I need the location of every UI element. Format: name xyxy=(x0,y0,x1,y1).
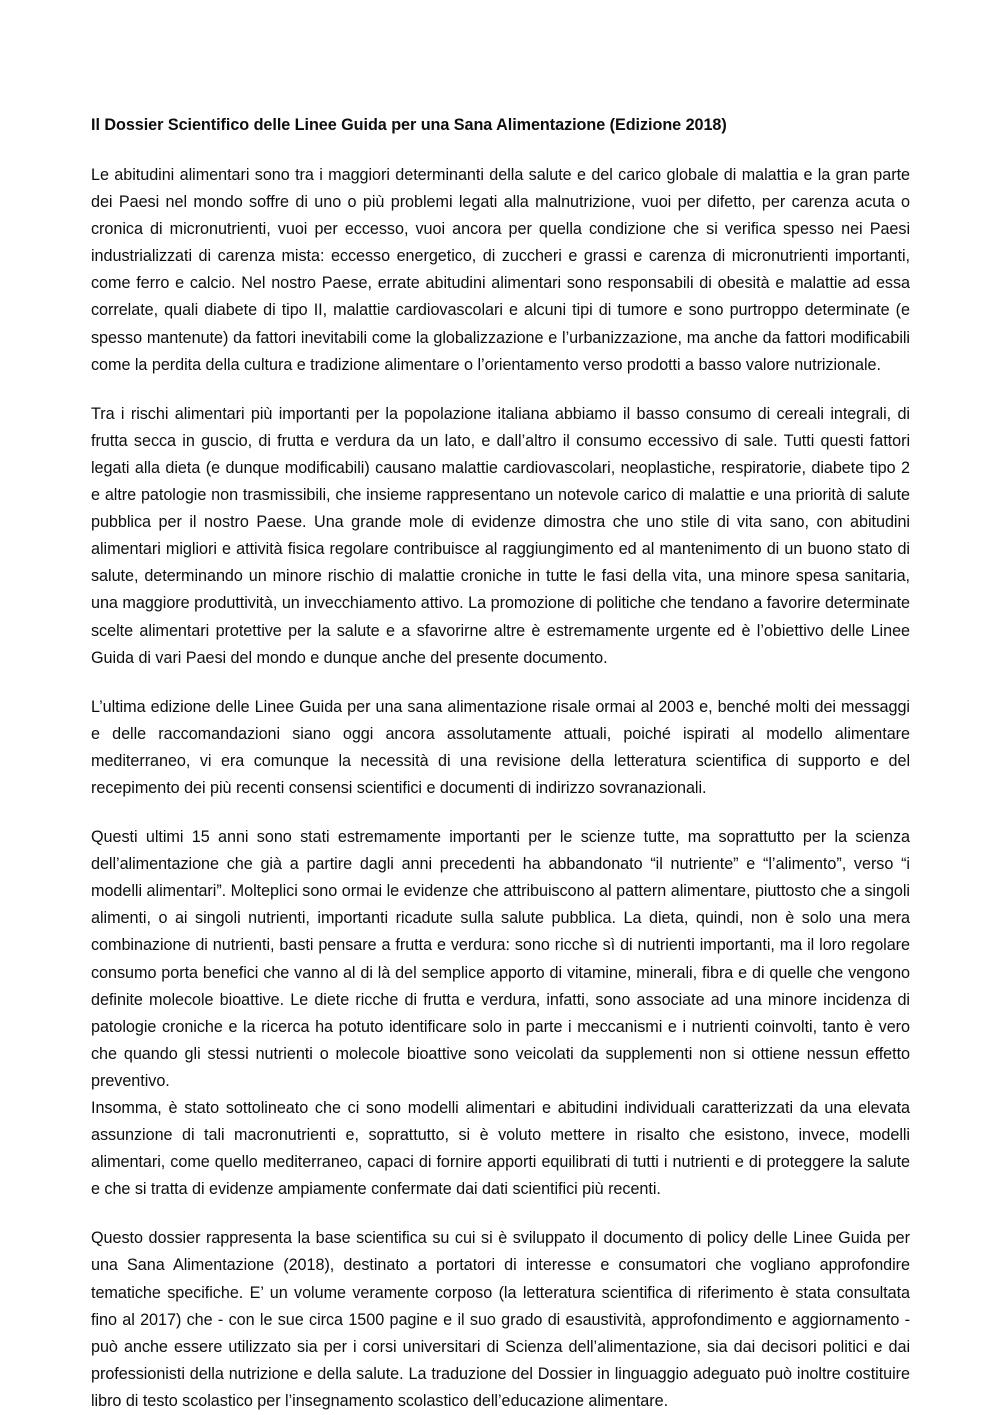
paragraph-dossier-scope: Questo dossier rappresenta la base scientifica su cui si è sviluppato il documento di policy delle Linee Guida per una Sana Alimentazione (2018), destinato a portatori di interesse e consumatori che vogliano approfondire tematiche specifiche. E’ un volume veramente corposo (la letteratura scientifica di riferimento è stata consultata fino al 2017) che - con le sue circa 1500 pagine e il suo grado di esaustività, approfondimento e aggiornamento - può anche essere utilizzato sia per i corsi universitari di Scienza dell’alimentazione, sia dai decisori politici e dai professionisti della nutrizione e della salute. La traduzione del Dossier in linguaggio adeguato può inoltre costituire libro di testo scolastico per l’insegnamento scolastico dell’educazione alimentare. xyxy=(91,1229,910,1410)
paragraph-intro: Le abitudini alimentari sono tra i maggiori determinanti della salute e del carico globale di malattia e la gran parte dei Paesi nel mondo soffre di uno o più problemi legati alla malnutrizione, vuoi per difetto, per carenza acuta o cronica di micronutrienti, vuoi per eccesso, vuoi ancora per quella condizione che si verifica spesso nei Paesi industrializzati di carenza mista: eccesso energetico, di zuccheri e grassi e carenza di micronutrienti importanti, come ferro e calcio. Nel nostro Paese, errate abitudini alimentari sono responsabili di obesità e malattie ad essa correlate, quali diabete di tipo II, malattie cardiovascolari e alcuni tipi di tumore e sono purtroppo determinate (e spesso mantenute) da fattori inevitabili come la globalizzazione e l’urbanizzazione, ma anche da fattori modificabili come la perdita della cultura e tradizione alimentare o l’orientamento verso prodotti a basso valore nutrizionale. xyxy=(91,166,910,374)
paragraph-insomma: Insomma, è stato sottolineato che ci sono modelli alimentari e abitudini individuali caratterizzati da una elevata assunzione di tali macronutrienti e, soprattutto, si è voluto mettere in risalto che esistono, invece, modelli alimentari, come quello mediterraneo, capaci di fornire apporti equilibrati di tutti i nutrienti e di proteggere la salute e che si tratta di evidenze ampiamente confermate dai dati scientifici più recenti. xyxy=(91,1099,910,1199)
page-title: Il Dossier Scientifico delle Linee Guida per una Sana Alimentazione (Edizione 2018) xyxy=(91,116,727,134)
paragraph-risks: Tra i rischi alimentari più importanti per la popolazione italiana abbiamo il basso consumo di cereali integrali, di frutta secca in guscio, di frutta e verdura da un lato, e dall’altro il consumo eccessivo di sale. Tutti questi fattori legati alla dieta (e dunque modificabili) causano malattie cardiovascolari, neoplastiche, respiratorie, diabete tipo 2 e altre patologie non trasmissibili, che insieme rappresentano un notevole carico di malattie e una priorità di salute pubblica per il nostro Paese. Una grande mole di evidenze dimostra che uno stile di vita sano, con abitudini alimentari migliori e attività fisica regolare contribuisce al raggiungimento ed al mantenimento di un buono stato di salute, determinando un minore rischio di malattie croniche in tutte le fasi della vita, una minore spesa sanitaria, una maggiore produttività, un invecchiamento attivo. La promozione di politiche che tendano a favorire determinate scelte alimentari protettive per la salute e a sfavorirne altre è estremamente urgente ed è l’obiettivo delle Linee Guida di vari Paesi del mondo e dunque anche del presente documento. xyxy=(91,404,910,667)
paragraph-food-models: Questi ultimi 15 anni sono stati estremamente importanti per le scienze tutte, ma soprattutto per la scienza dell’alimentazione che già a partire dagli anni precedenti ha abbandonato “il nutriente” e “l’alimento”, verso “i modelli alimentari”. Molteplici sono ormai le evidenze che attribuiscono al pattern alimentare, piuttosto che a singoli alimenti, o ai singoli nutrienti, importanti ricadute sulla salute pubblica. La dieta, quindi, non è solo una mera combinazione di nutrienti, basti pensare a frutta e verdura: sono ricche sì di nutrienti importanti, ma il loro regolare consumo porta benefici che vanno al di là del semplice apporto di vitamine, minerali, fibra e di quelle che vengono definite molecole bioattive. Le diete ricche di frutta e verdura, infatti, sono associate ad una minore incidenza di patologie croniche e la ricerca ha potuto identificare solo in parte i meccanismi e i nutrienti coinvolti, tanto è vero che quando gli stessi nutrienti o molecole bioattive sono veicolati da supplementi non si ottiene nessun effetto preventivo. xyxy=(91,828,910,1090)
paragraph-last-edition: L’ultima edizione delle Linee Guida per una sana alimentazione risale ormai al 2003 e, benché molti dei messaggi e delle raccomandazioni siano oggi ancora assolutamente attuali, poiché ispirati al modello alimentare mediterraneo, vi era comunque la necessità di una revisione della letteratura scientifica di supporto e del recepimento dei più recenti consensi scientifici e documenti di indirizzo sovranazionali. xyxy=(91,697,910,797)
